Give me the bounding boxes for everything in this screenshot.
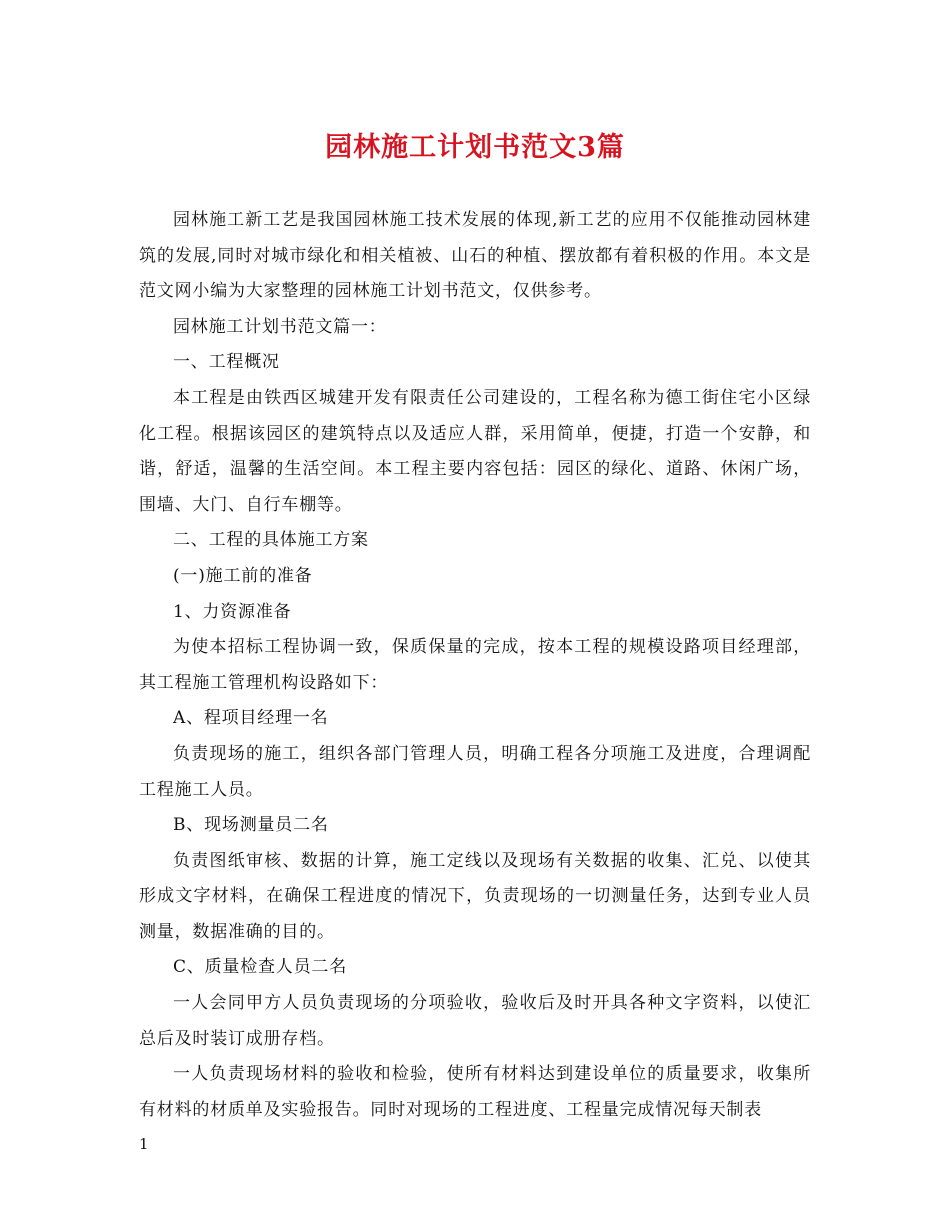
- paragraph-heading-prep: (一)施工前的准备: [173, 565, 313, 586]
- paragraph-role-a-desc: 负责现场的施工，组织各部门管理人员，明确工程各分项施工及进度，合理调配工程施工人员。: [139, 743, 811, 800]
- paragraph-section-heading: 园林施工计划书范文篇一：: [173, 316, 387, 337]
- page-number: 1: [139, 1135, 149, 1153]
- paragraph-heading-plan: 二、工程的具体施工方案: [173, 530, 369, 551]
- paragraph-overview: 本工程是由铁西区城建开发有限责任公司建设的，工程名称为德工街住宅小区绿化工程。根据该园区的建筑特点以及适应人群，采用简单，便捷，打造一个安静，和谐，舒适，温馨的生活空间。本工程主要内容包括：园区的绿化、道路、休闲广场，围墙、大门、自行车棚等。: [139, 387, 811, 515]
- paragraph-role-c-desc-2: 一人负责现场材料的验收和检验，使所有材料达到建设单位的质量要求，收集所有材料的材质单及实验报告。同时对现场的工程进度、工程量完成情况每天制表: [139, 1064, 811, 1120]
- paragraph-heading-overview: 一、工程概况: [173, 352, 280, 373]
- paragraph-role-c-desc-1: 一人会同甲方人员负责现场的分项验收，验收后及时开具各种文字资料，以使汇总后及时装订成册存档。: [139, 993, 811, 1049]
- paragraph-role-a: A、程项目经理一名: [173, 708, 329, 729]
- paragraph-heading-resources: 1、力资源准备: [173, 601, 292, 622]
- paragraph-resources: 为使本招标工程协调一致，保质保量的完成，按本工程的规模设路项目经理部，其工程施工管理机构设路如下：: [139, 637, 811, 693]
- paragraph-role-b: B、现场测量员二名: [173, 815, 329, 836]
- paragraph-role-c: C、质量检查人员二名: [173, 957, 348, 978]
- document-title: 园林施工计划书范文3篇: [325, 132, 625, 163]
- paragraph-intro: 园林施工新工艺是我国园林施工技术发展的体现,新工艺的应用不仅能推动园林建筑的发展,同时对城市绿化和相关植被、山石的种植、摆放都有着积极的作用。本文是范文网小编为大家整理的园林施工计划书范文，仅供参考。: [139, 210, 811, 302]
- paragraph-role-b-desc: 负责图纸审核、数据的计算，施工定线以及现场有关数据的收集、汇兑、以使其形成文字材料，在确保工程进度的情况下，负责现场的一切测量任务，达到专业人员测量，数据准确的目的。: [139, 850, 811, 942]
- document-body: [139, 203, 811, 1128]
